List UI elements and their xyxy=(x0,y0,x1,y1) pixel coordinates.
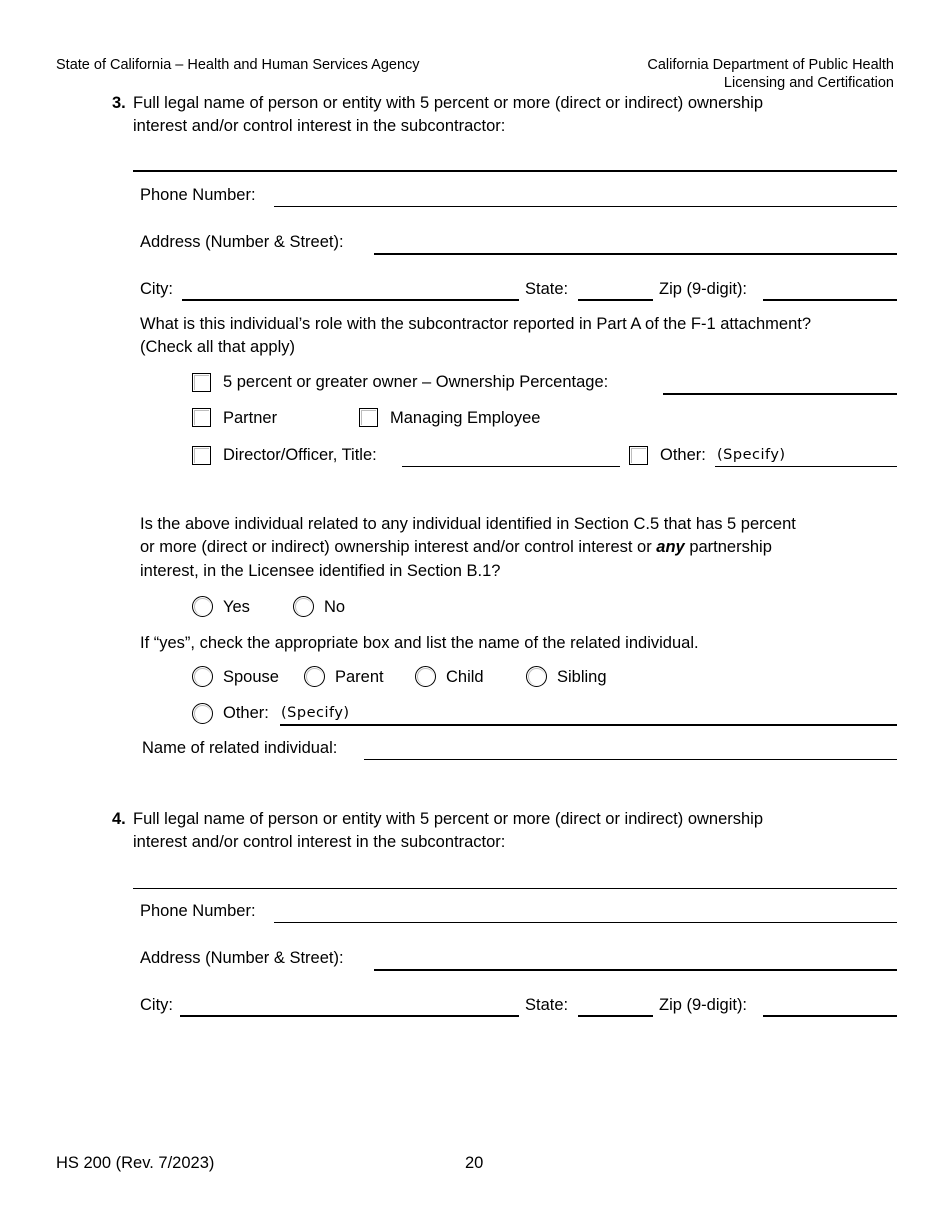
q3-other-relation-placeholder: (Specify) xyxy=(281,705,350,721)
q3-director-checkbox[interactable] xyxy=(192,446,211,465)
q3-legal-name-field[interactable] xyxy=(133,170,897,172)
question-3-text-line2: interest and/or control interest in the subcontractor: xyxy=(133,117,506,135)
q3-parent-radio[interactable] xyxy=(304,666,325,687)
agency-name: State of California – Health and Human Services Agency xyxy=(56,57,420,73)
q3-ownership-percentage-field[interactable] xyxy=(663,393,897,395)
q3-partner-checkbox[interactable] xyxy=(192,408,211,427)
q3-other-relation-radio[interactable] xyxy=(192,703,213,724)
q3-related-question-line3: interest, in the Licensee identified in Section B.1? xyxy=(140,562,501,580)
q4-address-label: Address (Number & Street): xyxy=(140,949,344,967)
q3-address-field[interactable] xyxy=(374,253,897,255)
q3-address-label: Address (Number & Street): xyxy=(140,233,344,251)
q3-owner-label: 5 percent or greater owner – Ownership Percentage: xyxy=(223,373,609,391)
q3-no-label: No xyxy=(324,598,346,616)
q3-yes-label: Yes xyxy=(223,598,250,616)
page-number: 20 xyxy=(465,1154,484,1172)
q3-other-role-checkbox[interactable] xyxy=(629,446,648,465)
q3-managing-employee-checkbox[interactable] xyxy=(359,408,378,427)
q3-other-role-placeholder: (Specify) xyxy=(717,447,786,463)
question-4-text-line2: interest and/or control interest in the subcontractor: xyxy=(133,833,506,851)
q3-related-question-line2: or more (direct or indirect) ownership interest and/or control interest or any partnership xyxy=(140,538,772,556)
q3-spouse-radio[interactable] xyxy=(192,666,213,687)
question-4-number: 4. xyxy=(112,810,126,828)
q3-parent-label: Parent xyxy=(335,668,384,686)
q3-related-question-line1: Is the above individual related to any individual identified in Section C.5 that has 5 percent xyxy=(140,515,796,533)
form-id: HS 200 (Rev. 7/2023) xyxy=(56,1154,215,1172)
q3-role-question-line1: What is this individual’s role with the subcontractor reported in Part A of the F-1 attachment? xyxy=(140,315,812,333)
q3-director-label: Director/Officer, Title: xyxy=(223,446,377,464)
q3-phone-field[interactable] xyxy=(274,206,897,207)
q3-spouse-label: Spouse xyxy=(223,668,279,686)
q3-city-field[interactable] xyxy=(182,299,519,301)
division-name: Licensing and Certification xyxy=(723,75,894,91)
q4-city-field[interactable] xyxy=(180,1015,519,1017)
q3-sibling-label: Sibling xyxy=(557,668,607,686)
question-4-text-line1: Full legal name of person or entity with 5 percent or more (direct or indirect) ownership xyxy=(133,810,764,828)
q3-sibling-radio[interactable] xyxy=(526,666,547,687)
q3-managing-employee-label: Managing Employee xyxy=(390,409,541,427)
q3-other-relation-label: Other: xyxy=(223,704,269,722)
q3-state-label: State: xyxy=(525,280,569,298)
q4-zip-label: Zip (9-digit): xyxy=(659,996,748,1014)
q4-address-field[interactable] xyxy=(374,969,897,971)
q3-other-relation-field[interactable] xyxy=(280,724,897,726)
q4-legal-name-field[interactable] xyxy=(133,888,897,889)
q4-zip-field[interactable] xyxy=(763,1015,897,1017)
q3-child-label: Child xyxy=(446,668,484,686)
q3-other-role-field[interactable] xyxy=(715,466,897,467)
q3-zip-label: Zip (9-digit): xyxy=(659,280,748,298)
q3-partner-label: Partner xyxy=(223,409,278,427)
q3-yes-radio[interactable] xyxy=(192,596,213,617)
q4-state-label: State: xyxy=(525,996,569,1014)
q3-related-name-label: Name of related individual: xyxy=(142,739,338,757)
q3-city-label: City: xyxy=(140,280,173,298)
q3-owner-checkbox[interactable] xyxy=(192,373,211,392)
q3-zip-field[interactable] xyxy=(763,299,897,301)
q3-phone-label: Phone Number: xyxy=(140,186,256,204)
department-name: California Department of Public Health xyxy=(647,57,894,73)
q4-phone-label: Phone Number: xyxy=(140,902,256,920)
q3-other-role-label: Other: xyxy=(660,446,706,464)
q4-city-label: City: xyxy=(140,996,173,1014)
q4-phone-field[interactable] xyxy=(274,922,897,923)
q3-if-yes-text: If “yes”, check the appropriate box and list the name of the related individual. xyxy=(140,634,699,652)
q3-role-question-line2: (Check all that apply) xyxy=(140,338,295,356)
q3-state-field[interactable] xyxy=(578,299,653,301)
q3-director-title-field[interactable] xyxy=(402,466,620,467)
q3-no-radio[interactable] xyxy=(293,596,314,617)
question-3-number: 3. xyxy=(112,94,126,112)
q4-state-field[interactable] xyxy=(578,1015,653,1017)
q3-child-radio[interactable] xyxy=(415,666,436,687)
question-3-text-line1: Full legal name of person or entity with 5 percent or more (direct or indirect) ownership xyxy=(133,94,764,112)
q3-related-name-field[interactable] xyxy=(364,759,897,760)
